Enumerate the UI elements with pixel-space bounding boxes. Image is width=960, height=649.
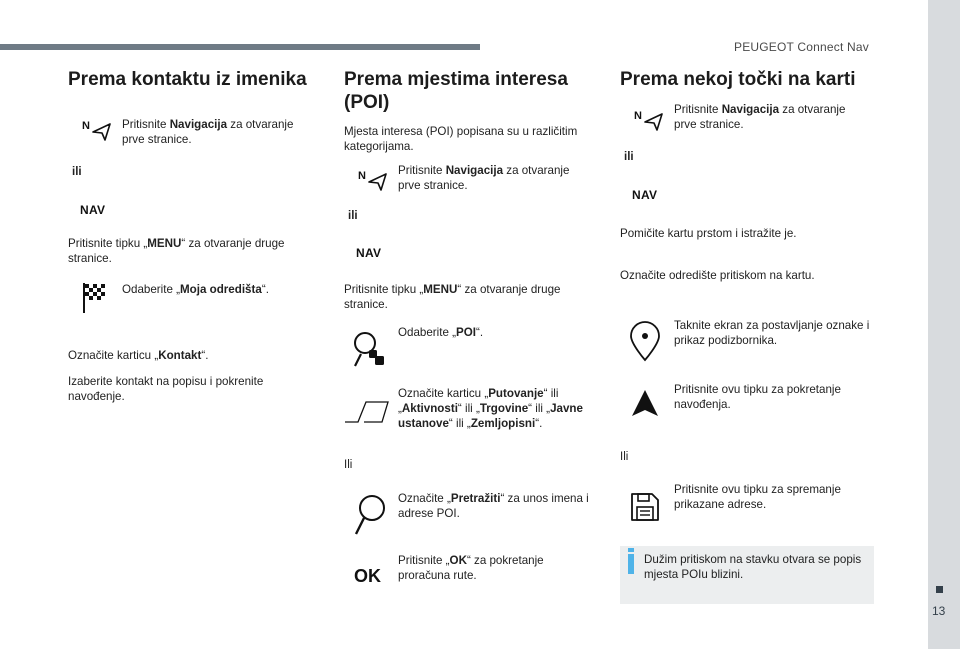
or-label: ili <box>348 210 358 222</box>
ili-label: Ili <box>344 459 353 471</box>
or-label: ili <box>624 151 634 163</box>
mark-destination-text: Označite odredište pritiskom na kartu. <box>620 269 815 282</box>
header-rule <box>0 44 480 50</box>
checkered-flag-icon <box>82 282 106 314</box>
search-icon <box>354 494 386 536</box>
save-icon <box>630 492 660 522</box>
category-tabs-text: Označite karticu „Putovanje“ ili „Aktivnosti“ ili „Trgovine“ ili „Javne ustanove“ ili „Zemljopisni“. <box>398 387 583 430</box>
svg-text:N: N <box>634 110 642 122</box>
contact-tab-text: Označite karticu „Kontakt“. <box>68 349 209 362</box>
menu-instruction: Pritisnite tipku „MENU“ za otvaranje druge stranice. <box>344 283 561 311</box>
nav-button-label: NAV <box>356 246 382 260</box>
info-text: Dužim pritiskom na stavku otvara se popis mjesta POIu blizini. <box>644 553 862 581</box>
nav-button-label: NAV <box>80 203 106 217</box>
poi-search-icon <box>352 330 386 370</box>
or-label: ili <box>72 166 82 178</box>
svg-text:N: N <box>358 170 366 182</box>
map-pin-icon <box>628 320 662 362</box>
section-title: Prema kontaktu iz imenika <box>68 69 307 90</box>
info-icon <box>628 554 634 574</box>
svg-text:N: N <box>82 120 90 132</box>
ili-label: Ili <box>620 451 629 463</box>
page-marker <box>936 586 943 593</box>
save-address-text: Pritisnite ovu tipku za spremanje prikazane adrese. <box>674 483 841 511</box>
select-poi-text: Odaberite „POI“. <box>398 326 484 339</box>
step-navigation-text: Pritisnite Navigacija za otvaranje prve stranice. <box>674 103 846 131</box>
ok-button-label: OK <box>354 566 381 586</box>
navigation-icon <box>634 108 666 132</box>
info-box <box>620 546 874 604</box>
start-navigation-icon <box>630 388 660 418</box>
menu-instruction: Pritisnite tipku „MENU“ za otvaranje druge stranice. <box>68 237 285 265</box>
search-text: Označite „Pretražiti“ za unos imena i adrese POI. <box>398 492 589 520</box>
section-title: Prema mjestima interesa (POI) <box>344 69 568 113</box>
page-number: 13 <box>932 604 946 618</box>
step-navigation-text: Pritisnite Navigacija za otvaranje prve stranice. <box>122 118 294 146</box>
pin-instruction: Taknite ekran za postavljanje oznake i prikaz podizbornika. <box>674 319 870 347</box>
page-sidebar <box>928 0 960 649</box>
start-navigation-text: Pritisnite ovu tipku za pokretanje navođenja. <box>674 383 841 411</box>
ok-instruction: Pritisnite „OK“ za pokretanje proračuna rute. <box>398 554 544 582</box>
step-navigation-text: Pritisnite Navigacija za otvaranje prve stranice. <box>398 164 570 192</box>
brand-title: PEUGEOT Connect Nav <box>734 40 869 54</box>
nav-button-label: NAV <box>632 188 658 202</box>
navigation-icon <box>358 168 390 192</box>
category-tab-icon <box>344 398 390 426</box>
poi-intro-text: Mjesta interesa (POI) popisana su u različitim kategorijama. <box>344 125 578 153</box>
choose-contact-text: Izaberite kontakt na popisu i pokrenite navođenje. <box>68 375 264 403</box>
select-destinations-text: Odaberite „Moja odredišta“. <box>122 283 269 296</box>
move-map-text: Pomičite kartu prstom i istražite je. <box>620 227 797 240</box>
section-title: Prema nekoj točki na karti <box>620 69 856 90</box>
navigation-icon <box>82 118 114 142</box>
